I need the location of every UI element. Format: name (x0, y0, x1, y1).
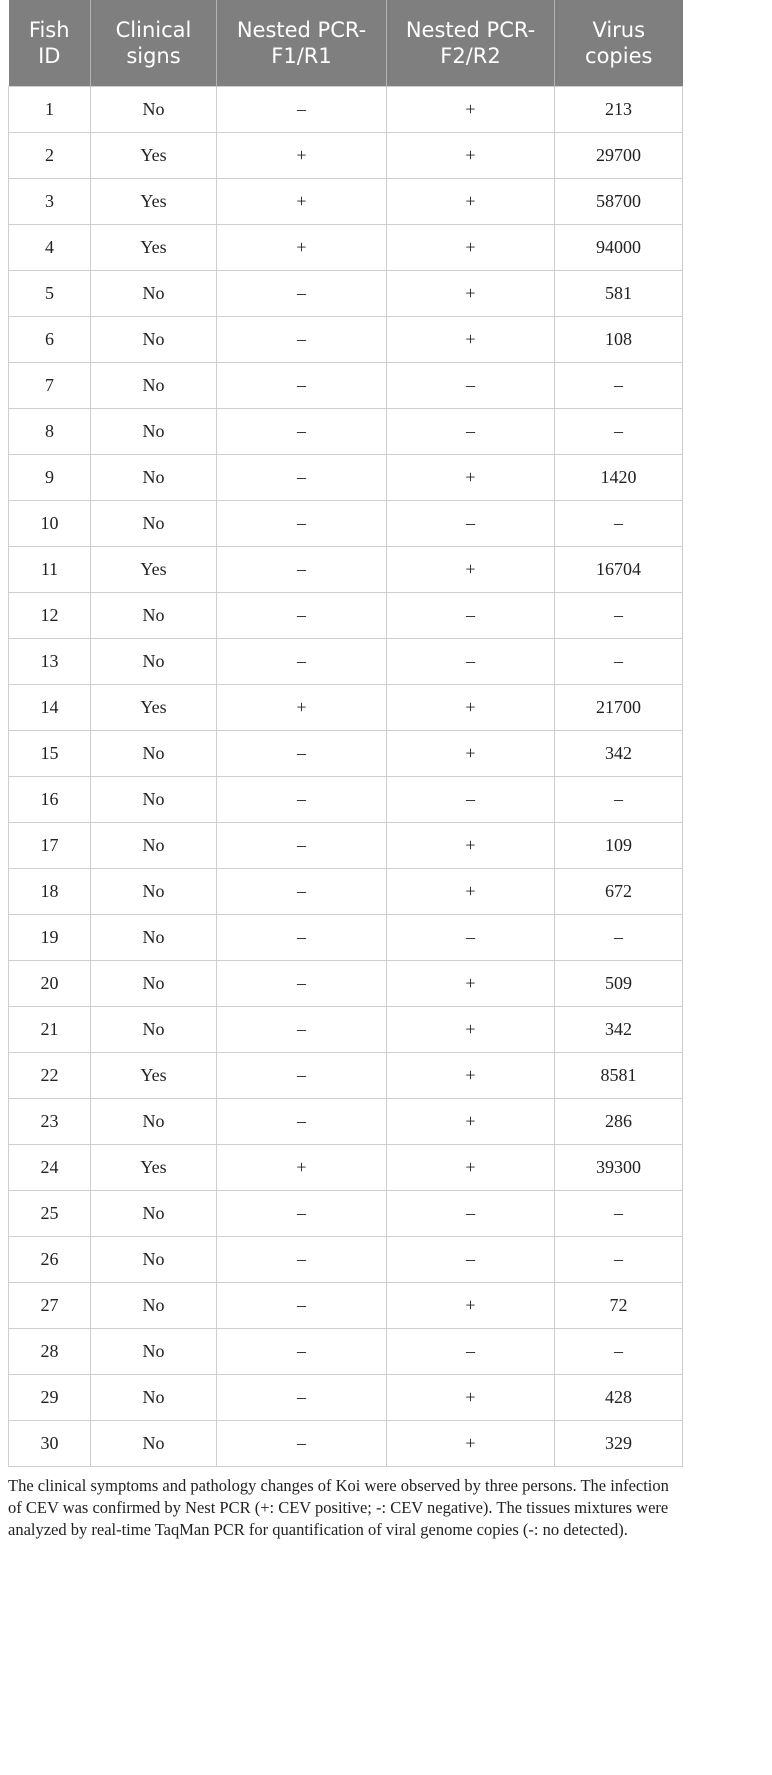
table-row (9, 1421, 683, 1467)
cell-clinical-signs: No (91, 1283, 217, 1329)
cell-pcr-f2r2: + (387, 1007, 555, 1053)
cell-pcr-f2r2: – (387, 593, 555, 639)
cell-clinical-signs: No (91, 87, 217, 133)
table-footnote: The clinical symptoms and pathology changes of Koi were observed by three persons. The infection of CEV was confirmed by Nest PCR (+: CEV positive; -: CEV negative). The tissues mixtures were analyzed by real-time TaqMan PCR for quantification of viral genome copies (-: no detected). (8, 1476, 669, 1539)
cell-virus-copies: – (555, 593, 683, 639)
cell-fish-id: 10 (9, 501, 91, 547)
cell-clinical-signs: Yes (91, 685, 217, 731)
cell-virus-copies: 672 (555, 869, 683, 915)
table-row (9, 639, 683, 685)
cell-clinical-signs: Yes (91, 225, 217, 271)
cell-virus-copies: – (555, 1191, 683, 1237)
table-row (9, 133, 683, 179)
cell-pcr-f1r1: – (217, 1007, 387, 1053)
cell-virus-copies: 109 (555, 823, 683, 869)
cell-virus-copies: 58700 (555, 179, 683, 225)
cell-pcr-f1r1: – (217, 409, 387, 455)
cell-pcr-f1r1: – (217, 1237, 387, 1283)
cell-clinical-signs: Yes (91, 547, 217, 593)
cell-fish-id: 6 (9, 317, 91, 363)
header-virus-copies: Virus copies (555, 0, 683, 87)
table-row (9, 823, 683, 869)
cell-pcr-f1r1: – (217, 87, 387, 133)
table-container (8, 0, 682, 1541)
table-row (9, 409, 683, 455)
table-row (9, 1237, 683, 1283)
cell-pcr-f1r1: – (217, 1329, 387, 1375)
cell-virus-copies: 94000 (555, 225, 683, 271)
cell-pcr-f1r1: + (217, 685, 387, 731)
cell-fish-id: 16 (9, 777, 91, 823)
cell-clinical-signs: No (91, 455, 217, 501)
cell-clinical-signs: Yes (91, 133, 217, 179)
cell-pcr-f2r2: – (387, 915, 555, 961)
table-row (9, 1099, 683, 1145)
cell-pcr-f1r1: – (217, 961, 387, 1007)
cell-clinical-signs: Yes (91, 1053, 217, 1099)
cell-pcr-f1r1: – (217, 547, 387, 593)
cell-fish-id: 18 (9, 869, 91, 915)
cell-fish-id: 11 (9, 547, 91, 593)
cell-virus-copies: – (555, 777, 683, 823)
cell-virus-copies: – (555, 409, 683, 455)
cell-virus-copies: 8581 (555, 1053, 683, 1099)
cell-virus-copies: – (555, 915, 683, 961)
cell-virus-copies: – (555, 501, 683, 547)
cell-pcr-f2r2: – (387, 639, 555, 685)
cell-pcr-f2r2: + (387, 317, 555, 363)
cell-clinical-signs: No (91, 1191, 217, 1237)
cell-pcr-f1r1: – (217, 1099, 387, 1145)
cell-fish-id: 15 (9, 731, 91, 777)
cell-clinical-signs: No (91, 1237, 217, 1283)
cell-fish-id: 8 (9, 409, 91, 455)
cell-clinical-signs: No (91, 317, 217, 363)
cell-pcr-f2r2: – (387, 1191, 555, 1237)
cell-clinical-signs: No (91, 501, 217, 547)
cell-fish-id: 9 (9, 455, 91, 501)
cell-pcr-f1r1: + (217, 179, 387, 225)
cell-pcr-f1r1: – (217, 1283, 387, 1329)
cell-virus-copies: 286 (555, 1099, 683, 1145)
cell-fish-id: 14 (9, 685, 91, 731)
cell-virus-copies: 1420 (555, 455, 683, 501)
cell-fish-id: 21 (9, 1007, 91, 1053)
cell-fish-id: 4 (9, 225, 91, 271)
cell-pcr-f2r2: + (387, 133, 555, 179)
cell-clinical-signs: Yes (91, 179, 217, 225)
cell-fish-id: 2 (9, 133, 91, 179)
cell-fish-id: 1 (9, 87, 91, 133)
cell-fish-id: 3 (9, 179, 91, 225)
cell-pcr-f2r2: + (387, 179, 555, 225)
header-clinical-signs: Clinical signs (91, 0, 217, 87)
cell-pcr-f2r2: + (387, 1375, 555, 1421)
cell-pcr-f2r2: – (387, 409, 555, 455)
cell-fish-id: 29 (9, 1375, 91, 1421)
cell-virus-copies: 29700 (555, 133, 683, 179)
cell-pcr-f1r1: – (217, 915, 387, 961)
table-row (9, 593, 683, 639)
cell-pcr-f1r1: – (217, 1053, 387, 1099)
cell-virus-copies: 21700 (555, 685, 683, 731)
table-row (9, 869, 683, 915)
cell-virus-copies: 16704 (555, 547, 683, 593)
cell-virus-copies: 342 (555, 1007, 683, 1053)
table-row (9, 363, 683, 409)
cell-fish-id: 12 (9, 593, 91, 639)
cell-pcr-f1r1: – (217, 1375, 387, 1421)
cell-fish-id: 19 (9, 915, 91, 961)
cell-pcr-f2r2: + (387, 685, 555, 731)
cell-fish-id: 13 (9, 639, 91, 685)
cell-virus-copies: 72 (555, 1283, 683, 1329)
table-body (9, 87, 683, 1467)
table-row (9, 961, 683, 1007)
cell-pcr-f1r1: – (217, 363, 387, 409)
cell-pcr-f2r2: + (387, 271, 555, 317)
cell-clinical-signs: No (91, 915, 217, 961)
cell-fish-id: 28 (9, 1329, 91, 1375)
cell-clinical-signs: No (91, 1007, 217, 1053)
table-row (9, 685, 683, 731)
cell-fish-id: 7 (9, 363, 91, 409)
cell-pcr-f2r2: – (387, 501, 555, 547)
cell-pcr-f2r2: – (387, 363, 555, 409)
cell-clinical-signs: No (91, 823, 217, 869)
cell-clinical-signs: No (91, 961, 217, 1007)
table-row (9, 777, 683, 823)
cell-pcr-f2r2: – (387, 1237, 555, 1283)
cell-virus-copies: 509 (555, 961, 683, 1007)
cell-fish-id: 5 (9, 271, 91, 317)
header-row (9, 0, 683, 87)
cell-pcr-f2r2: + (387, 731, 555, 777)
table-row (9, 1375, 683, 1421)
cell-virus-copies: 108 (555, 317, 683, 363)
table-row (9, 501, 683, 547)
cell-pcr-f2r2: + (387, 961, 555, 1007)
cell-clinical-signs: No (91, 731, 217, 777)
cell-clinical-signs: No (91, 363, 217, 409)
cell-virus-copies: 213 (555, 87, 683, 133)
table-row (9, 87, 683, 133)
cell-pcr-f2r2: + (387, 455, 555, 501)
cell-pcr-f1r1: – (217, 823, 387, 869)
table-row (9, 1329, 683, 1375)
cell-pcr-f2r2: – (387, 777, 555, 823)
cell-virus-copies: 39300 (555, 1145, 683, 1191)
cell-pcr-f2r2: + (387, 547, 555, 593)
header-nested-pcr-f1r1: Nested PCR- F1/R1 (217, 0, 387, 87)
cell-pcr-f1r1: – (217, 731, 387, 777)
cell-clinical-signs: No (91, 639, 217, 685)
header-fish-id: Fish ID (9, 0, 91, 87)
table-row (9, 1007, 683, 1053)
table-row (9, 1191, 683, 1237)
cell-pcr-f2r2: + (387, 1099, 555, 1145)
table-row (9, 1283, 683, 1329)
cell-pcr-f1r1: – (217, 501, 387, 547)
cell-virus-copies: 428 (555, 1375, 683, 1421)
cell-pcr-f1r1: + (217, 225, 387, 271)
table-row (9, 179, 683, 225)
cell-virus-copies: – (555, 363, 683, 409)
cell-pcr-f2r2: + (387, 823, 555, 869)
cell-clinical-signs: Yes (91, 1145, 217, 1191)
cell-virus-copies: 581 (555, 271, 683, 317)
cell-pcr-f1r1: – (217, 869, 387, 915)
cell-clinical-signs: No (91, 1375, 217, 1421)
table-row (9, 455, 683, 501)
cell-pcr-f1r1: – (217, 271, 387, 317)
cell-clinical-signs: No (91, 409, 217, 455)
cell-pcr-f2r2: + (387, 87, 555, 133)
table-row (9, 547, 683, 593)
cell-pcr-f2r2: + (387, 1053, 555, 1099)
cell-pcr-f2r2: + (387, 1145, 555, 1191)
cell-fish-id: 22 (9, 1053, 91, 1099)
cell-pcr-f1r1: – (217, 455, 387, 501)
cell-pcr-f1r1: – (217, 593, 387, 639)
cell-virus-copies: – (555, 1237, 683, 1283)
cell-fish-id: 25 (9, 1191, 91, 1237)
cell-fish-id: 30 (9, 1421, 91, 1467)
cell-fish-id: 20 (9, 961, 91, 1007)
cell-pcr-f2r2: – (387, 1329, 555, 1375)
cell-clinical-signs: No (91, 271, 217, 317)
cell-pcr-f1r1: – (217, 317, 387, 363)
cell-pcr-f2r2: + (387, 225, 555, 271)
table-row (9, 1053, 683, 1099)
cell-pcr-f1r1: – (217, 1421, 387, 1467)
cell-fish-id: 27 (9, 1283, 91, 1329)
cell-pcr-f1r1: + (217, 133, 387, 179)
cell-pcr-f2r2: + (387, 869, 555, 915)
table-row (9, 317, 683, 363)
results-table (8, 0, 683, 1467)
table-row (9, 225, 683, 271)
cell-clinical-signs: No (91, 1329, 217, 1375)
table-row (9, 1145, 683, 1191)
cell-virus-copies: 342 (555, 731, 683, 777)
cell-fish-id: 23 (9, 1099, 91, 1145)
header-nested-pcr-f2r2: Nested PCR- F2/R2 (387, 0, 555, 87)
cell-clinical-signs: No (91, 1421, 217, 1467)
cell-pcr-f2r2: + (387, 1283, 555, 1329)
cell-clinical-signs: No (91, 593, 217, 639)
cell-virus-copies: 329 (555, 1421, 683, 1467)
cell-fish-id: 26 (9, 1237, 91, 1283)
table-row (9, 731, 683, 777)
cell-clinical-signs: No (91, 1099, 217, 1145)
cell-clinical-signs: No (91, 777, 217, 823)
table-row (9, 915, 683, 961)
cell-virus-copies: – (555, 1329, 683, 1375)
cell-fish-id: 24 (9, 1145, 91, 1191)
cell-fish-id: 17 (9, 823, 91, 869)
cell-pcr-f1r1: + (217, 1145, 387, 1191)
cell-pcr-f1r1: – (217, 639, 387, 685)
cell-pcr-f1r1: – (217, 777, 387, 823)
cell-pcr-f2r2: + (387, 1421, 555, 1467)
cell-pcr-f1r1: – (217, 1191, 387, 1237)
cell-virus-copies: – (555, 639, 683, 685)
cell-clinical-signs: No (91, 869, 217, 915)
table-row (9, 271, 683, 317)
